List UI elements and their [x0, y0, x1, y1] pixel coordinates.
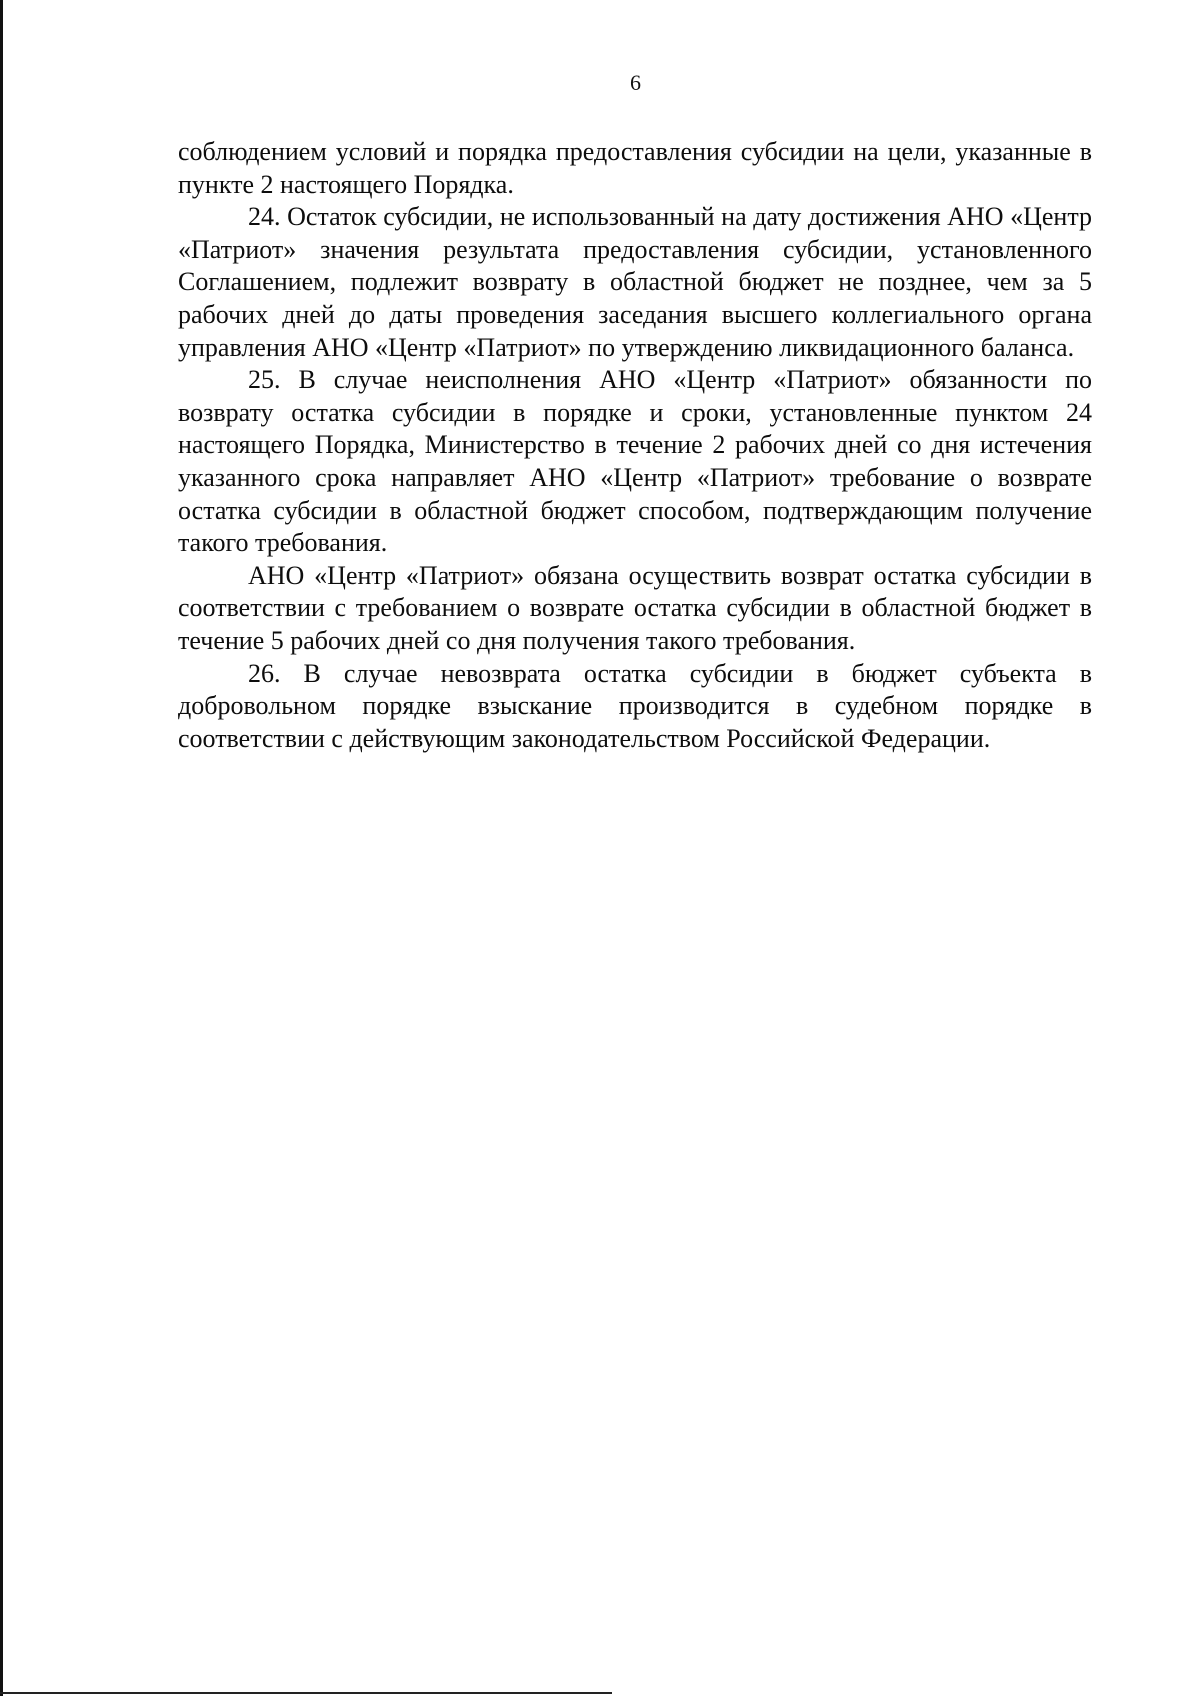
document-body [178, 136, 1092, 755]
paragraph-continuation: соблюдением условий и порядка предоставления субсидии на цели, указанные в пункте 2 настоящего Порядка. [178, 137, 1092, 199]
paragraph-24: 24. Остаток субсидии, не использованный на дату достижения АНО «Центр «Патриот» значения результата предоставления субсидии, установленного Соглашением, подлежит возврату в областной бюджет не позднее, чем за 5 рабочих дней до даты проведения заседания высшего коллегиального органа управления АНО «Центр «Патриот» по утверждению ликвидационного баланса. [178, 202, 1092, 362]
page-number: 6 [630, 70, 641, 95]
paragraph-26: 26. В случае невозврата остатка субсидии в бюджет субъекта в добровольном порядке взыскание производится в судебном порядке в соответствии с действующим законодательством Российской Федерации. [178, 658, 1092, 753]
scan-edge-left [0, 0, 3, 1696]
scan-edge-bottom [0, 1692, 612, 1694]
paragraph-25: 25. В случае неисполнения АНО «Центр «Патриот» обязанности по возврату остатка субсидии в порядке и сроки, установленные пунктом 24 настоящего Порядка, Министерство в течение 2 рабочих дней со дня истечения указанного срока направляет АНО «Центр «Патриот» требование о возврате остатка субсидии в областной бюджет способом, подтверждающим получение такого требования. [178, 365, 1092, 558]
paragraph-25-obligation: АНО «Центр «Патриот» обязана осуществить возврат остатка субсидии в соответствии с требованием о возврате остатка субсидии в областной бюджет в течение 5 рабочих дней со дня получения такого требования. [178, 560, 1092, 655]
